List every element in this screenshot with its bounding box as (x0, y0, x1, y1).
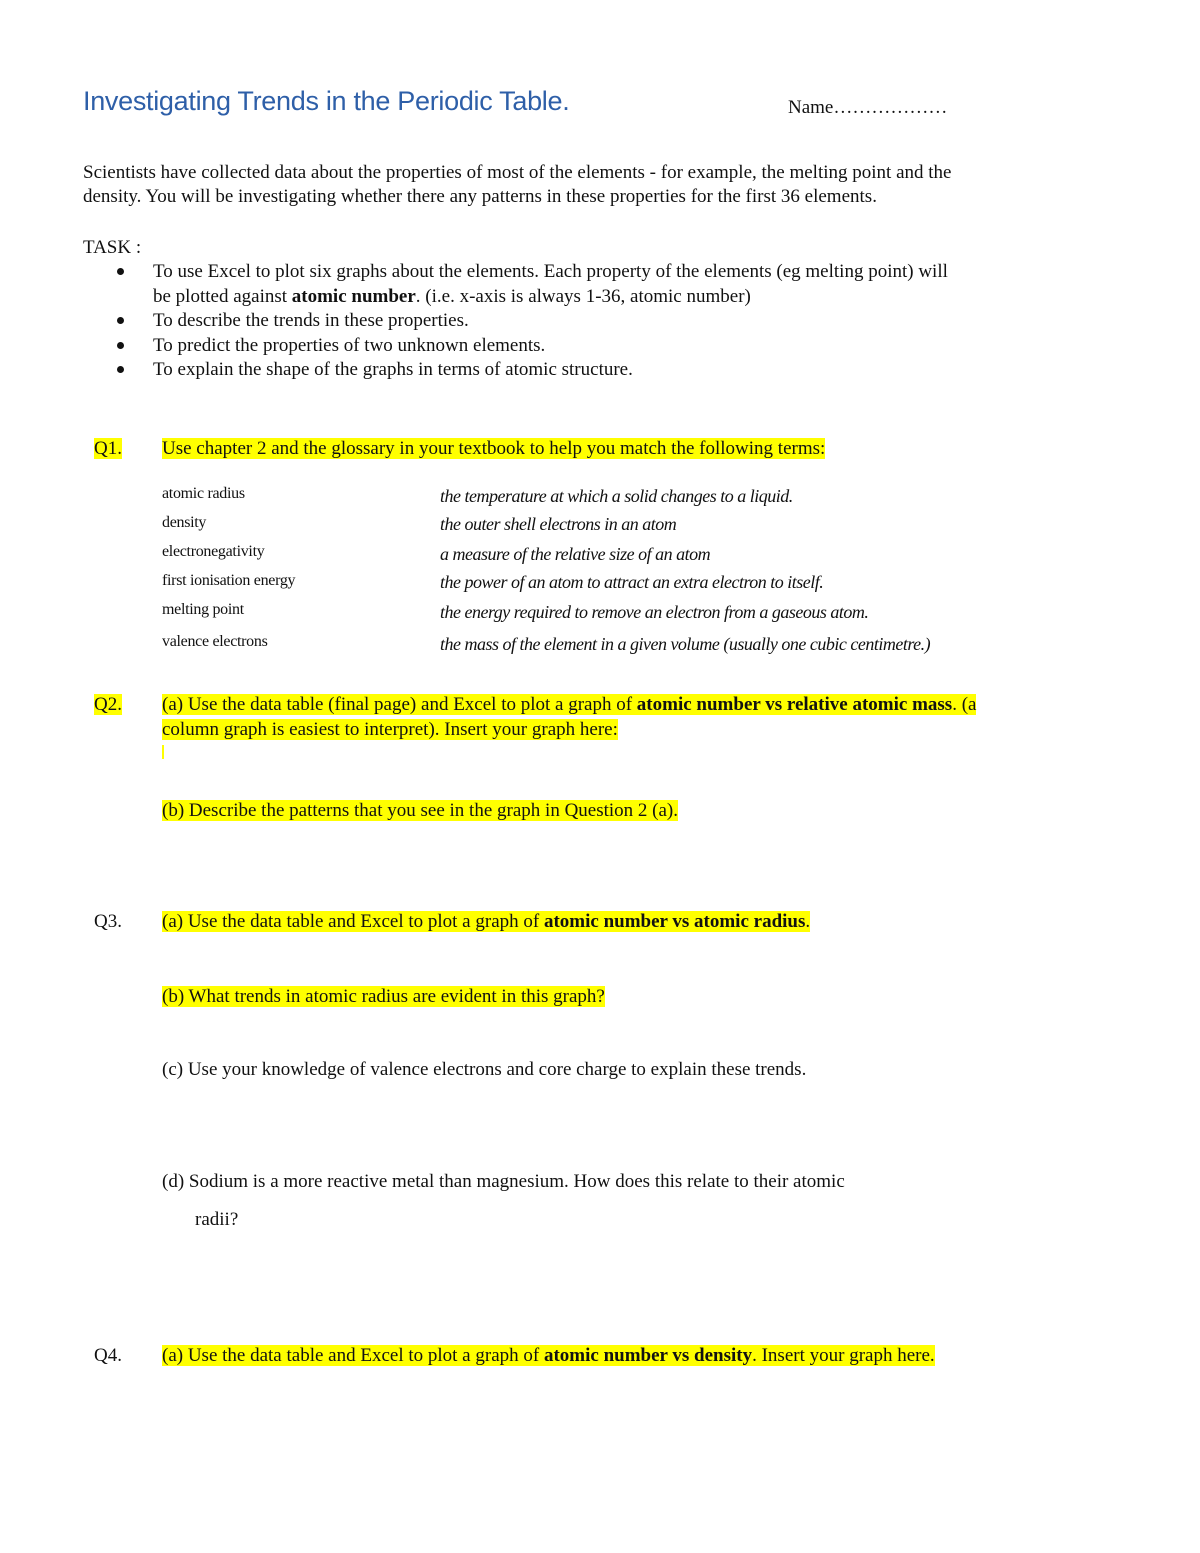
q1-prompt: Use chapter 2 and the glossary in your textbook to help you match the following terms: (162, 438, 826, 459)
q3b: (b) What trends in atomic radius are evident in this graph? (162, 986, 605, 1007)
definition-item: the outer shell electrons in an atom (440, 514, 677, 534)
task-bullet-1-line-2: be plotted against atomic number. (i.e. x-axis is always 1-36, atomic number) (153, 286, 751, 307)
q3a: (a) Use the data table and Excel to plot a graph of atomic number vs atomic radius. (162, 911, 811, 932)
q3c: (c) Use your knowledge of valence electrons and core charge to explain these trends. (162, 1059, 807, 1080)
definition-item: a measure of the relative size of an atom (440, 544, 711, 564)
bullet-icon (117, 317, 124, 324)
q4-number: Q4. (94, 1345, 122, 1366)
task-bullet-2: To describe the trends in these properties. (153, 310, 469, 331)
name-field-label: Name……………… (788, 97, 948, 118)
q4a: (a) Use the data table and Excel to plot a graph of atomic number vs density. Insert your graph here. (162, 1345, 935, 1366)
q3d-line-2: radii? (195, 1209, 239, 1230)
term-item: electronegativity (162, 543, 265, 560)
task-bullet-1-line-1: To use Excel to plot six graphs about the elements. Each property of the elements (eg melting point) will (153, 261, 948, 282)
q2a-line-1: (a) Use the data table (final page) and Excel to plot a graph of atomic number vs relative atomic mass. (a (162, 694, 977, 715)
definition-item: the mass of the element in a given volume (usually one cubic centimetre.) (440, 634, 931, 654)
task-label: TASK : (83, 237, 142, 258)
term-item: atomic radius (162, 485, 245, 502)
bullet-icon (117, 366, 124, 373)
intro-line-2: density. You will be investigating whether there any patterns in these properties for the first 36 elements. (83, 186, 877, 207)
definition-item: the temperature at which a solid changes to a liquid. (440, 486, 793, 506)
bullet-icon (117, 342, 124, 349)
term-item: melting point (162, 601, 244, 618)
q3d-line-1: (d) Sodium is a more reactive metal than magnesium. How does this relate to their atomic (162, 1171, 845, 1192)
definition-item: the power of an atom to attract an extra electron to itself. (440, 572, 824, 592)
q2a-line-2: column graph is easiest to interpret). Insert your graph here: (162, 719, 618, 740)
q2b: (b) Describe the patterns that you see in the graph in Question 2 (a). (162, 800, 679, 821)
text-cursor (162, 745, 164, 759)
q1-number: Q1. (94, 438, 122, 459)
term-item: density (162, 514, 207, 531)
term-item: first ionisation energy (162, 572, 296, 589)
task-bullet-3: To predict the properties of two unknown elements. (153, 335, 546, 356)
q3-number: Q3. (94, 911, 122, 932)
page-title: Investigating Trends in the Periodic Table. (83, 86, 570, 116)
term-item: valence electrons (162, 633, 268, 650)
bullet-icon (117, 268, 124, 275)
definition-item: the energy required to remove an electron from a gaseous atom. (440, 602, 869, 622)
intro-line-1: Scientists have collected data about the properties of most of the elements - for example, the melting point and the (83, 162, 952, 183)
q2-number: Q2. (94, 694, 122, 715)
task-bullet-4: To explain the shape of the graphs in terms of atomic structure. (153, 359, 633, 380)
